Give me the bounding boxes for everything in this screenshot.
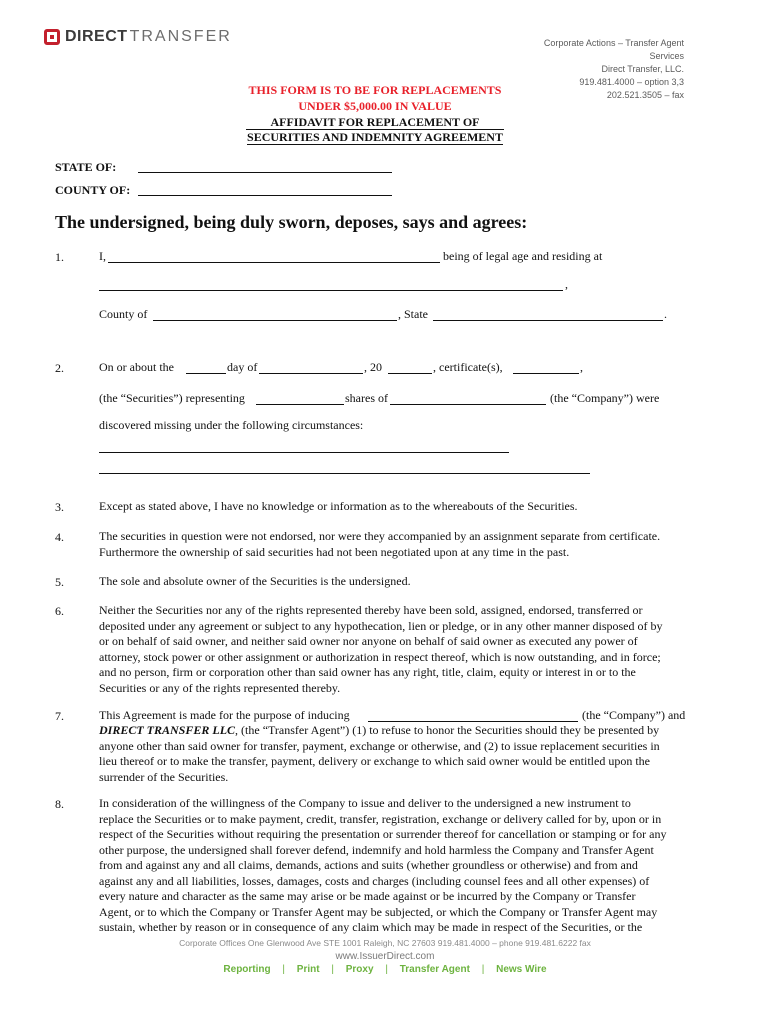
footer-address: Corporate Offices One Glenwood Ave STE 1001 Raleigh, NC 27603 919.481.4000 – phone 919.481.6222 fax [179,938,591,948]
text-line: attorney, stock power or other assignment or authorization in respect thereof, which is now outstanding, and in force; [99,649,661,664]
text-line: against any and all liabilities, losses, damages, costs and charges (including counsel fees and all other expenses) of [99,873,650,888]
item2-certificates: , certificate(s), [433,360,503,374]
nav-proxy[interactable]: Proxy [345,964,374,975]
item1-legal-age: being of legal age and residing at [443,249,603,263]
item7-line1b: (the “Company”) and [582,708,686,722]
item2-comma: , [580,360,583,374]
text-line: lieu thereof or to make the transfer, payment, delivery or exchange to which said owner would be entitled upon the [99,754,651,768]
text-line: anyone other than said owner for transfer, payment, exchange or otherwise, and (2) to issue replacement securities in [99,738,660,753]
item2-company: (the “Company”) were [550,391,660,405]
text-line: In consideration of the willingness of the Company to issue and deliver to the undersigned a new instrument to [99,796,631,810]
item-number: 2. [55,361,64,375]
text-line: from and against any and all claims, demands, actions and suits (whether groundless or otherwise) and from and [99,858,638,872]
nav-separator: | [385,964,388,975]
item-number: 4. [55,530,64,544]
logo-mark-icon [44,29,60,45]
residence-county-field[interactable] [153,320,397,321]
text-line: surrender of the Securities. [99,769,229,784]
text-line: Securities or any of the rights represented thereby. [99,680,341,695]
contact-line: Direct Transfer, LLC. [601,64,684,74]
logo-text-direct: DIRECT [65,28,128,45]
item1-comma: , [565,277,568,291]
contact-line: 202.521.3505 – fax [606,90,684,100]
contact-block [544,37,684,102]
item2-shares-of: shares of [345,391,388,405]
residence-state-field[interactable] [433,320,663,321]
text-line: The securities in question were not endorsed, nor were they accompanied by an assignment separate from certificate. [99,529,661,543]
item-number: 6. [55,604,64,618]
item2-on-or-about: On or about the [99,360,174,374]
item1-county-label: County of [99,307,148,321]
footer-website[interactable]: www.IssuerDirect.com [335,951,435,962]
notice-line: THIS FORM IS TO BE FOR REPLACEMENTS [248,83,502,97]
text-line: replace the Securities or to make payment, credit, transfer, registration, exchange or delivery called for by, upon or in [99,811,662,826]
text-line: , (the “Transfer Agent”) (1) to refuse to honor the Securities should they be presented by [235,723,660,737]
item-number: 7. [55,709,64,723]
item-number: 3. [55,500,64,514]
item2-twenty: , 20 [364,360,382,374]
certificate-field[interactable] [513,373,579,374]
contact-line: Corporate Actions – Transfer Agent [543,38,684,48]
transfer-agent-name: DIRECT TRANSFER LLC [99,723,236,737]
circumstances-field-2[interactable] [99,473,590,474]
form-title [200,115,550,145]
name-field[interactable] [108,262,440,263]
text-line: Agent, or to which the Company or Transfer Agent may be subjected, or which the Company or Transfer Agent may [99,904,658,919]
item2-day-of: day of [227,360,258,374]
day-field[interactable] [186,373,226,374]
item2-discovered: discovered missing under the following circumstances: [99,418,364,432]
address-field[interactable] [99,290,563,291]
company-logo [44,26,232,48]
issuer-field[interactable] [390,404,546,405]
year-field[interactable] [388,373,432,374]
item1-state-label: , State [398,307,428,321]
item-number: 5. [55,575,64,589]
contact-line: Services [649,51,684,61]
item1-i: I, [99,249,106,263]
title-line: AFFIDAVIT FOR REPLACEMENT OF [246,115,503,130]
text-line: and no person, firm or corporation other than said owner has any right, title, claim, equity or interest in or to the [99,665,636,679]
item5-text: The sole and absolute owner of the Securities is the undersigned. [99,574,411,588]
county-field[interactable] [138,195,392,196]
nav-separator: | [331,964,334,975]
county-label: COUNTY OF: [55,183,131,197]
month-field[interactable] [259,373,363,374]
notice-line: UNDER $5,000.00 IN VALUE [298,99,452,113]
replacement-notice [200,82,550,114]
shares-field[interactable] [256,404,344,405]
item4-text [99,529,660,560]
footer-nav [0,964,770,975]
circumstances-field-1[interactable] [99,452,509,453]
text-line: Neither the Securities nor any of the rights represented thereby have been sold, assigned, endorsed, transferred or [99,603,643,617]
text-line: sustain, whether by reason or in consequence of any claim which may be made in respect of the Securities, or the [99,920,643,934]
nav-reporting[interactable]: Reporting [223,964,271,975]
text-line: or on behalf of said owner, and neither said owner nor anyone on behalf of said owner as executed any power of [99,634,638,648]
item1-period: . [664,307,667,321]
nav-separator: | [282,964,286,975]
title-line: SECURITIES AND INDEMNITY AGREEMENT [247,130,503,144]
nav-transfer-agent[interactable]: Transfer Agent [399,964,470,975]
company-field[interactable] [368,721,578,722]
item7-rest [99,723,699,785]
text-line: Furthermore the ownership of said securities had not been negotiated upon at any time in the past. [99,544,570,559]
text-line: deposited under any agreement or subject to any hypothecation, lien or pledge, or in any other manner disposed of by [99,618,663,633]
item7-line1a: This Agreement is made for the purpose of inducing [99,708,350,722]
nav-separator: | [481,964,485,975]
logo-text-transfer: TRANSFER [129,28,232,45]
item6-text [99,603,663,696]
item-number: 1. [55,250,64,264]
state-field[interactable] [138,172,392,173]
text-line: every nature and character as the same may arise or be made against or be incurred by the Company or Transfer [99,889,636,903]
nav-news-wire[interactable]: News Wire [496,964,547,975]
item-number: 8. [55,797,64,811]
text-line: respect of the Securities without requiring the presentation or surrender thereof for cancellation or stamping or for any [99,827,667,841]
item3-text: Except as stated above, I have no knowledge or information as to the whereabouts of the Securities. [99,499,578,513]
item2-securities: (the “Securities”) representing [99,391,245,405]
item8-text [99,796,666,936]
nav-print[interactable]: Print [296,964,320,975]
contact-line: 919.481.4000 – option 3,3 [579,77,684,87]
state-label: STATE OF: [55,160,117,174]
affidavit-heading: The undersigned, being duly sworn, deposes, says and agrees: [55,212,528,232]
text-line: other purpose, the undersigned shall forever defend, indemnify and hold harmless the Company and Transfer Agent [99,842,654,857]
